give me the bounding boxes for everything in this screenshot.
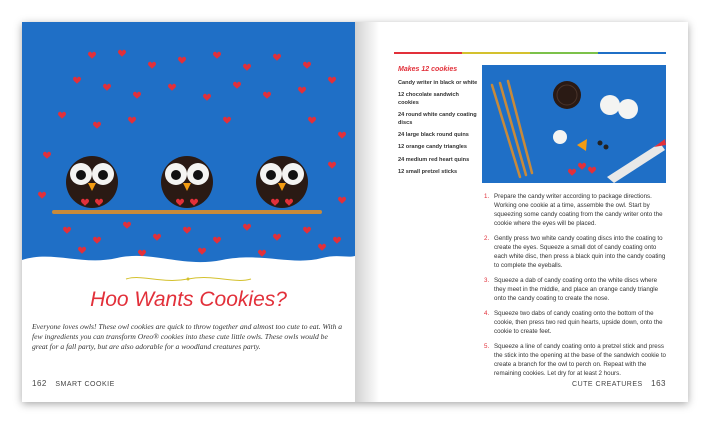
folio-right — [572, 379, 666, 388]
instructions-list — [484, 192, 670, 384]
ingredient-item: 24 large black round quins — [398, 132, 469, 139]
intro-paragraph: Everyone loves owls! These owl cookies are quick to throw together and almost too cute to eat. With a few ingredients you can transform Oreo® cookies into these cute little owls. These owls would be great for a fall party, but are also adorable for a woodland creatures party. — [32, 322, 343, 351]
ingredients-list — [398, 80, 478, 182]
yield-label: Makes 12 cookies — [398, 66, 458, 73]
ingredient-item: 12 chocolate sandwich cookies — [398, 92, 459, 106]
page-title: Hoo Wants Cookies? — [90, 288, 287, 311]
page-number-left: 162 — [32, 379, 47, 388]
folio-title-right: CUTE CREATURES — [572, 381, 643, 388]
owl-cookie — [161, 156, 213, 208]
step-number: 5. — [484, 343, 490, 350]
step-text: Prepare the candy writer according to package directions. Working one cookie at a time, assemble the owl. Start by squeezing some candy coating from the candy writer onto the cookie where the eyes will be placed. — [494, 193, 663, 227]
ingredients-photo — [482, 65, 666, 183]
folio-title-left: SMART COOKIE — [55, 381, 115, 388]
owl-cookie — [66, 156, 118, 208]
instruction-step — [484, 342, 670, 378]
owl-cookies-photo — [22, 22, 355, 280]
step-number: 4. — [484, 310, 490, 317]
ingredient-item: Candy writer in black or white — [398, 80, 478, 86]
step-text: Gently press two white candy coating discs into the coating to create the eyes. Squeeze a small dot of candy coating onto each white disc, then press a black quin into the candy coating to complete the eyeballs. — [494, 235, 666, 269]
ingredient-item: 24 round white candy coating discs — [398, 112, 477, 126]
book-gutter — [355, 22, 395, 402]
book-spread — [22, 22, 688, 402]
top-rule — [394, 52, 666, 54]
ingredient-item: 24 medium red heart quins — [398, 156, 470, 163]
step-number: 1. — [484, 193, 490, 200]
step-text: Squeeze a dab of candy coating onto the white discs where they meet in the middle, and place an orange candy triangle onto the candy coating to create the nose. — [494, 277, 659, 302]
ingredient-item: 12 orange candy triangles — [398, 144, 468, 151]
instruction-step — [484, 309, 670, 336]
folio-left — [32, 379, 115, 388]
step-text: Squeeze a line of candy coating onto a pretzel stick and press the stick into the opening at the base of the sandwich cookie to create a branch for the owl to perch on. Repeat with the remaining cookies. Let dry for at least 2 hours. — [494, 343, 666, 377]
instruction-step — [484, 192, 670, 228]
instruction-step — [484, 234, 670, 270]
owl-cookies-illustration — [22, 22, 355, 280]
page-number-right: 163 — [651, 379, 666, 388]
ingredient-item: 12 small pretzel sticks — [398, 169, 458, 176]
step-text: Squeeze two dabs of candy coating onto the bottom of the cookie, then press two red quin hearts, upside down, onto the cookie to create feet. — [494, 310, 663, 335]
step-number: 2. — [484, 235, 490, 242]
ingredients-illustration — [482, 65, 666, 183]
step-number: 3. — [484, 277, 490, 284]
title-flourish — [122, 272, 255, 286]
instruction-step — [484, 276, 670, 303]
owl-cookie — [256, 156, 308, 208]
